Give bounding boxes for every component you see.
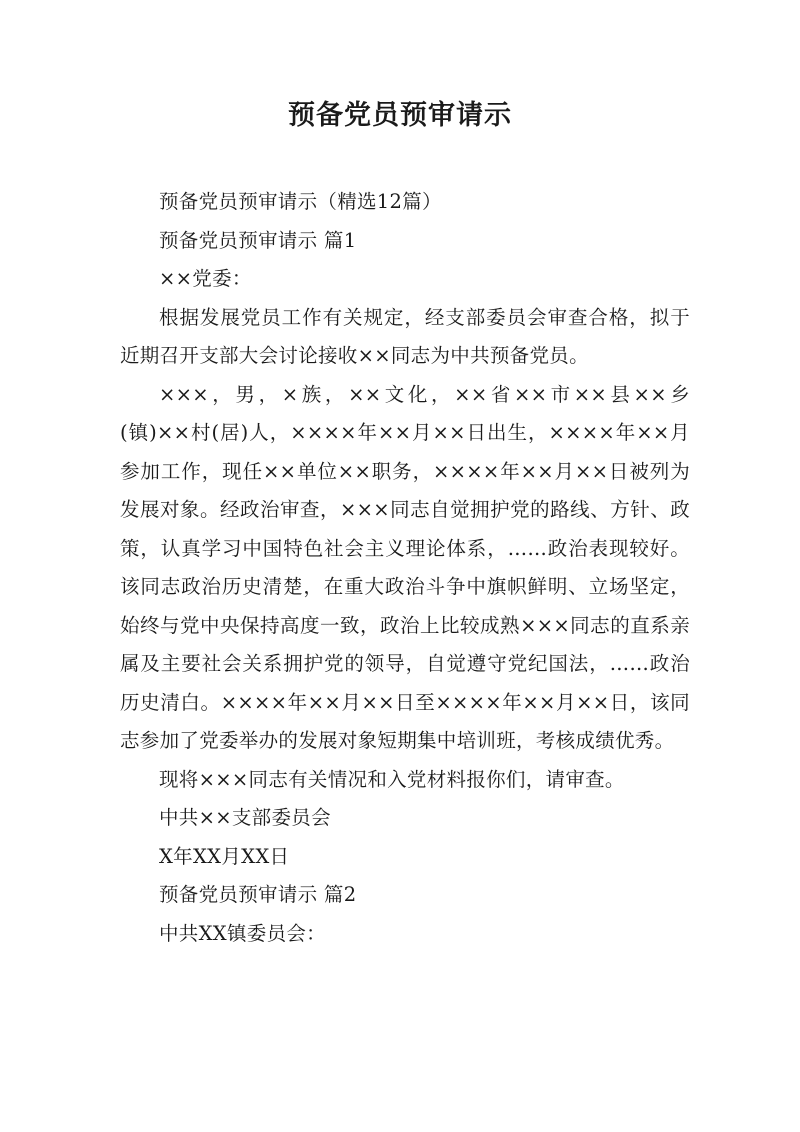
body-paragraph: ×××，男，×族，××文化，××省××市××县××乡(镇)××村(居)人，××××年××月××日出生，××××年××月参加工作，现任××单位××职务，××××年××月××日被列为发展对象。经政治审查，×××同志自觉拥护党的路线、方针、政策，认真学习中国特色社会主义理论体系，……政治表现较好。该同志政治历史清楚，在重大政治斗争中旗帜鲜明、立场坚定，始终与党中央保持高度一致，政治上比较成熟×××同志的直系亲属及主要社会关系拥护党的领导，自觉遵守党纪国法，……政治历史清白。××××年××月××日至××××年××月××日，该同志参加了党委举办的发展对象短期集中培训班，考核成绩优秀。 [120, 382, 690, 752]
signature-date: X年XX月XX日 [159, 844, 290, 868]
intro-line: 预备党员预审请示（精选12篇） [159, 190, 442, 213]
signature-org: 中共××支部委员会 [159, 806, 331, 829]
section-heading-2: 预备党员预审请示 篇2 [159, 883, 357, 906]
body-paragraph: 根据发展党员工作有关规定，经支部委员会审查合格，拟于近期召开支部大会讨论接收××同志为中共预备党员。 [120, 305, 690, 367]
document-body [120, 183, 690, 953]
salutation: 中共XX镇委员会： [159, 921, 326, 945]
document-title: 预备党员预审请示 [288, 100, 512, 131]
salutation: ××党委： [159, 267, 252, 290]
body-paragraph: 现将×××同志有关情况和入党材料报你们，请审查。 [159, 767, 625, 791]
section-heading-1: 预备党员预审请示 篇1 [159, 228, 357, 252]
